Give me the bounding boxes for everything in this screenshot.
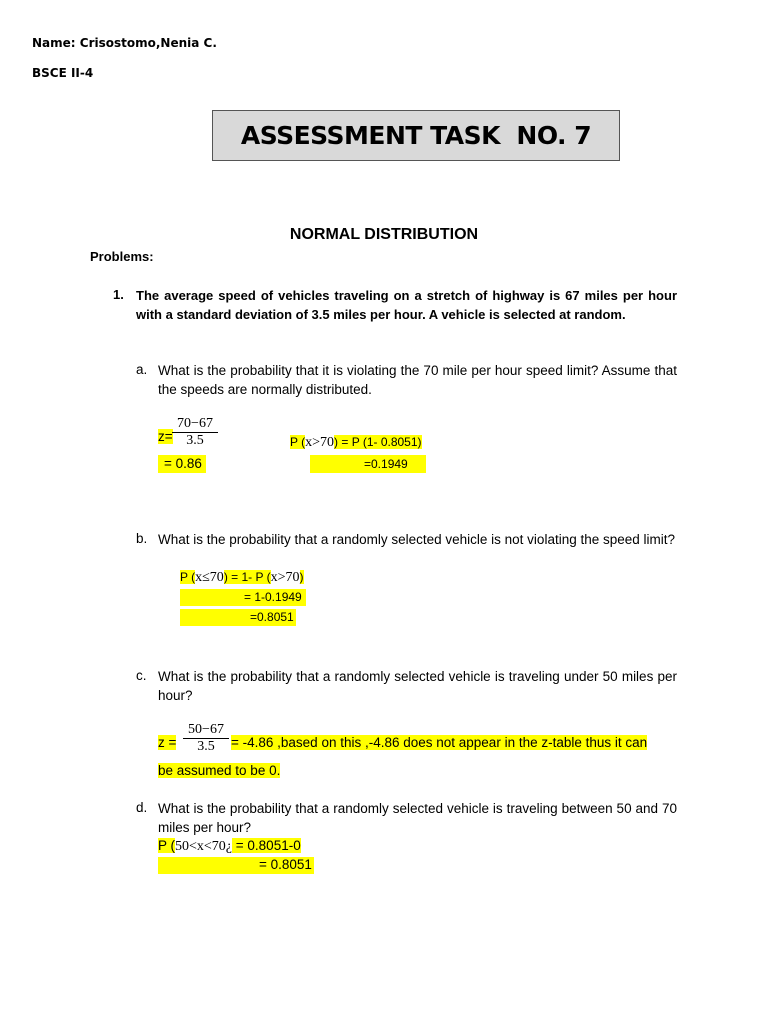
part-b-suffix: ) bbox=[299, 570, 304, 584]
part-b-question: What is the probability that a randomly selected vehicle is not violating the speed limit? bbox=[158, 532, 676, 547]
part-a-letter: a. bbox=[136, 362, 148, 377]
title-box bbox=[212, 110, 620, 161]
student-section: BSCE II-4 bbox=[32, 66, 94, 80]
part-d-line1 bbox=[158, 838, 301, 855]
part-d-line2: = 0.8051 bbox=[259, 857, 312, 872]
part-a-question: What is the probability that it is violating the 70 mile per hour speed limit? Assume that the speeds are normally distributed. bbox=[158, 363, 677, 397]
part-b-line1 bbox=[180, 570, 304, 586]
part-c-z-numerator: 50−67 bbox=[188, 722, 224, 737]
part-d-expression: 50<x<70¿ bbox=[175, 839, 233, 854]
part-a-z-fraction bbox=[172, 416, 218, 449]
part-a-p-suffix: ) = P (1- 0.8051) bbox=[334, 435, 422, 449]
part-a-z-denominator: 3.5 bbox=[172, 432, 218, 449]
part-a-p-line bbox=[290, 435, 422, 451]
part-b-line2: = 1-0.1949 bbox=[244, 590, 302, 604]
part-b-line3: =0.8051 bbox=[250, 610, 294, 624]
page-title: ASSESSMENT TASK NO. 7 bbox=[240, 121, 592, 150]
part-a-z-prefix: z= bbox=[158, 429, 173, 444]
part-d-p-prefix: P ( bbox=[158, 838, 176, 853]
part-b-p-prefix: P ( bbox=[180, 570, 196, 584]
part-c-letter: c. bbox=[136, 668, 147, 683]
part-a-p-result: =0.1949 bbox=[364, 457, 408, 471]
part-b-expr1: x≤70 bbox=[195, 570, 224, 585]
part-b-letter: b. bbox=[136, 531, 148, 546]
part-d-letter: d. bbox=[136, 800, 148, 815]
part-b-expr2: x>70 bbox=[270, 570, 300, 585]
part-c-question: What is the probability that a randomly selected vehicle is traveling under 50 miles per hour? bbox=[158, 669, 677, 703]
part-d-question: What is the probability that a randomly selected vehicle is traveling between 50 and 70 miles per hour? bbox=[158, 801, 677, 835]
problem-text: The average speed of vehicles traveling on a stretch of highway is 67 miles per hour with a standard deviation of 3.5 miles per hour. A vehicle is selected at random. bbox=[136, 288, 677, 322]
part-c-z-prefix: z = bbox=[158, 735, 177, 750]
section-title: NORMAL DISTRIBUTION bbox=[289, 226, 479, 243]
part-a-p-prefix: P ( bbox=[290, 435, 306, 449]
part-d-suffix: = 0.8051-0 bbox=[232, 838, 301, 853]
part-a-z-result: = 0.86 bbox=[164, 456, 202, 471]
part-c-z-tail: = -4.86 ,based on this ,-4.86 does not appear in the z-table thus it can bbox=[231, 735, 648, 750]
part-a-p-expression: x>70 bbox=[305, 435, 335, 450]
part-c-z-denominator: 3.5 bbox=[183, 738, 229, 755]
part-c-conclusion: be assumed to be 0. bbox=[158, 763, 281, 778]
problems-label: Problems: bbox=[90, 249, 154, 264]
student-name: Name: Crisostomo,Nenia C. bbox=[32, 36, 217, 50]
part-c-z-fraction bbox=[183, 722, 229, 755]
problem-number: 1. bbox=[113, 287, 124, 302]
part-a-z-numerator: 70−67 bbox=[177, 416, 213, 431]
part-b-mid: ) = 1- P ( bbox=[223, 570, 271, 584]
